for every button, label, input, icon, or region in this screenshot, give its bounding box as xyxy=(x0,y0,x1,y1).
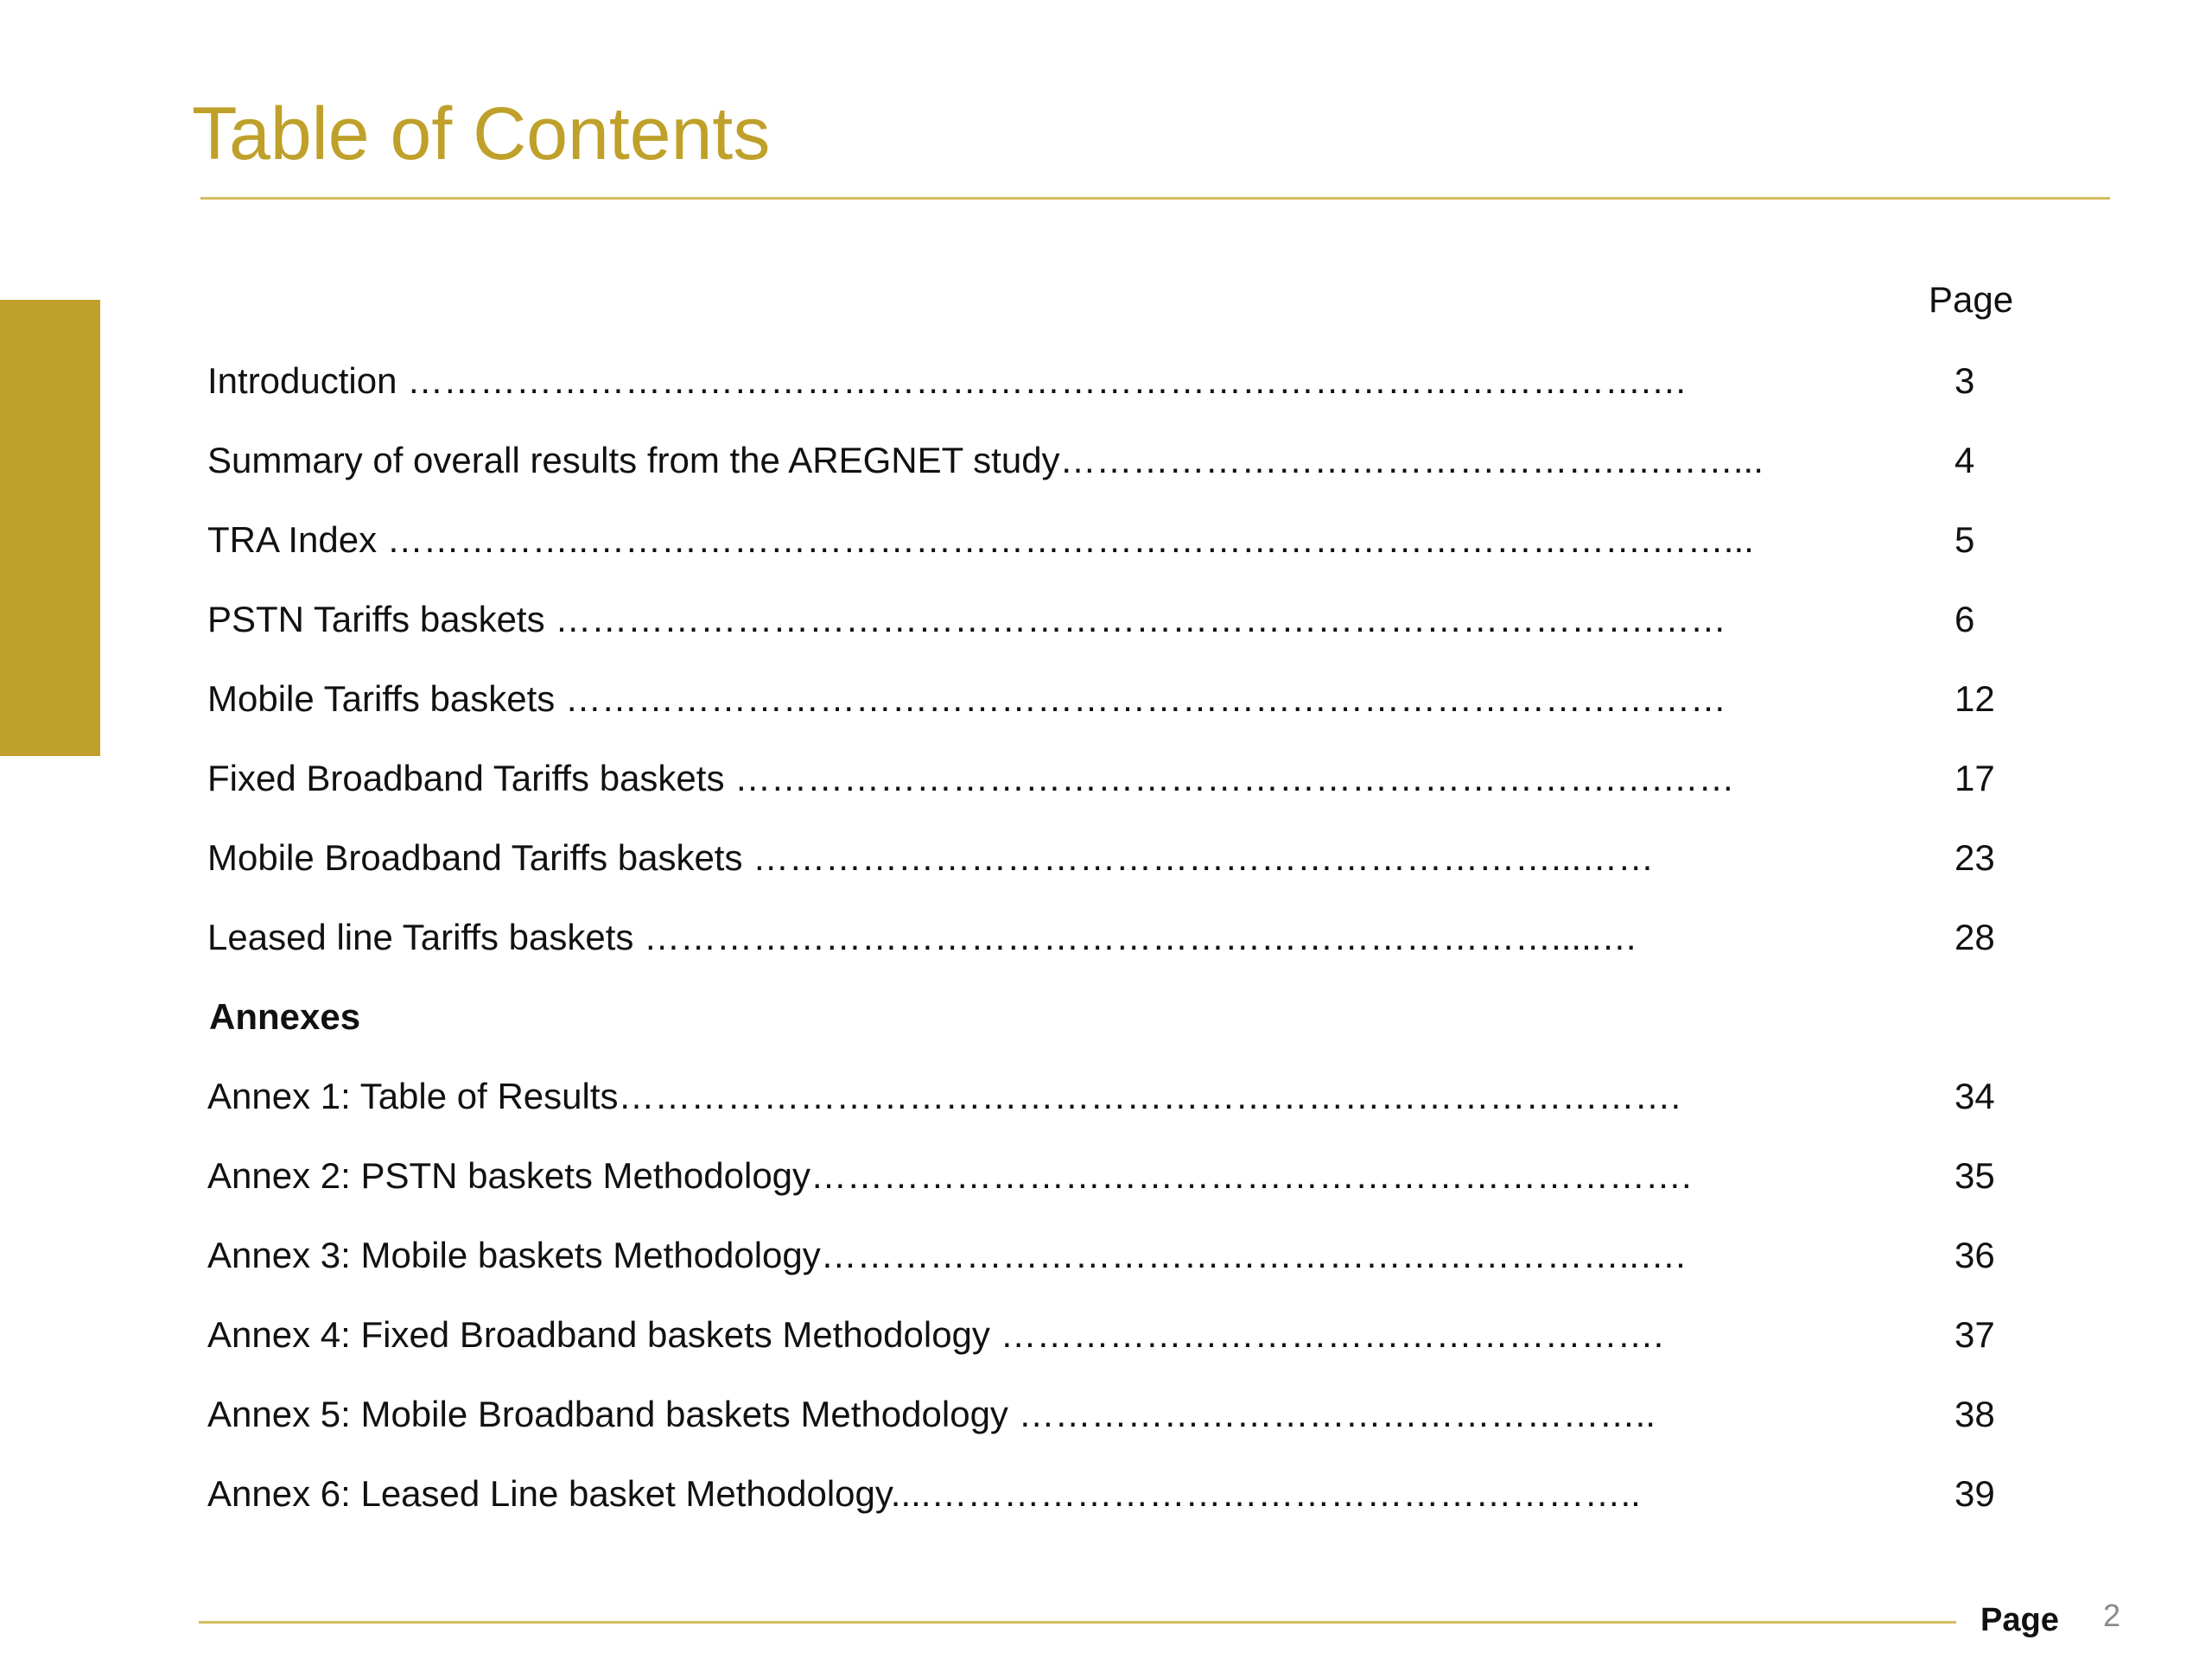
toc-entry-label: PSTN Tariffs baskets ……………………………………………………………………………….…… xyxy=(207,599,1726,639)
annexes-heading: Annexes xyxy=(209,996,361,1037)
toc-entry-mobile-tariffs[interactable] xyxy=(207,678,2022,733)
toc-entry-label: Fixed Broadband Tariffs baskets ……………………………………………………………….….…… xyxy=(207,758,1735,798)
toc-entry-fixed-broadband[interactable] xyxy=(207,760,2022,812)
toc-entry-label: Leased line Tariffs baskets ………………………………………………………………….....… xyxy=(207,917,1638,957)
toc-entry-label: Annex 1: Table of Results……………………………………………………………………………. xyxy=(207,1076,1681,1116)
toc-entry-page: 3 xyxy=(1955,360,1975,401)
toc-annex-4[interactable] xyxy=(207,1314,2022,1369)
toc-annex-3[interactable] xyxy=(207,1237,2022,1289)
page-column-header: Page xyxy=(1929,279,2014,320)
toc-entry-page: 38 xyxy=(1955,1394,1995,1434)
toc-entry-leased-line[interactable] xyxy=(207,919,2022,971)
toc-entry-page: 34 xyxy=(1955,1076,1995,1116)
toc-annex-1[interactable] xyxy=(207,1078,2022,1130)
toc-entry-summary[interactable] xyxy=(207,442,2022,494)
toc-entry-page: 36 xyxy=(1955,1235,1995,1275)
page-title: Table of Contents xyxy=(192,92,771,175)
toc-entry-page: 23 xyxy=(1955,837,1995,878)
toc-entry-label: Summary of overall results from the AREGNET study……………………………………….….……... xyxy=(207,440,1764,480)
toc-entry-tra-index[interactable] xyxy=(207,519,2022,574)
toc-entry-page: 37 xyxy=(1955,1314,1995,1355)
title-divider xyxy=(200,197,2110,200)
toc-entry-page: 35 xyxy=(1955,1155,1995,1196)
toc-entry-label: Mobile Broadband Tariffs baskets …………………………………………………………...…… xyxy=(207,837,1655,878)
toc-entry-page: 39 xyxy=(1955,1473,1995,1514)
toc-annex-5[interactable] xyxy=(207,1396,2022,1448)
footer-page-number: 2 xyxy=(2103,1598,2121,1633)
toc-annex-2[interactable] xyxy=(207,1155,2022,1210)
toc-entry-mobile-broadband[interactable] xyxy=(207,837,2022,892)
footer-page-label: Page xyxy=(1980,1602,2059,1638)
toc-annex-6[interactable] xyxy=(207,1473,2022,1528)
toc-entry-page: 28 xyxy=(1955,917,1995,957)
toc-entry-page: 6 xyxy=(1955,599,1975,639)
toc-entry-label: Introduction ………………………………………………………………………………………….… xyxy=(207,360,1688,401)
toc-entry-label: Annex 4: Fixed Broadband baskets Methodology ………………………………………………. xyxy=(207,1314,1664,1355)
toc-entry-label: Mobile Tariffs baskets …………………………………………………………………………………… xyxy=(207,678,1726,719)
toc-entry-page: 4 xyxy=(1955,440,1975,480)
toc-entry-page: 12 xyxy=(1955,678,1995,719)
toc-entry-page: 17 xyxy=(1955,758,1995,798)
toc-entry-pstn-tariffs[interactable] xyxy=(207,601,2022,653)
toc-entry-label: TRA Index ……………..…………………………………………………………………………….……... xyxy=(207,519,1754,560)
toc-entry-label: Annex 2: PSTN baskets Methodology………………………………………………………………. xyxy=(207,1155,1692,1196)
toc-entry-label: Annex 3: Mobile baskets Methodology…………………………………………………………..…. xyxy=(207,1235,1686,1275)
side-accent-bar xyxy=(0,300,100,756)
footer-divider xyxy=(199,1621,1956,1624)
toc-entry-page: 5 xyxy=(1955,519,1975,560)
toc-entry-label: Annex 6: Leased Line basket Methodology....………………………………………………….. xyxy=(207,1473,1641,1514)
toc-entry-label: Annex 5: Mobile Broadband baskets Methodology …………………………………………….. xyxy=(207,1394,1656,1434)
toc-entry-introduction[interactable] xyxy=(207,360,2022,415)
